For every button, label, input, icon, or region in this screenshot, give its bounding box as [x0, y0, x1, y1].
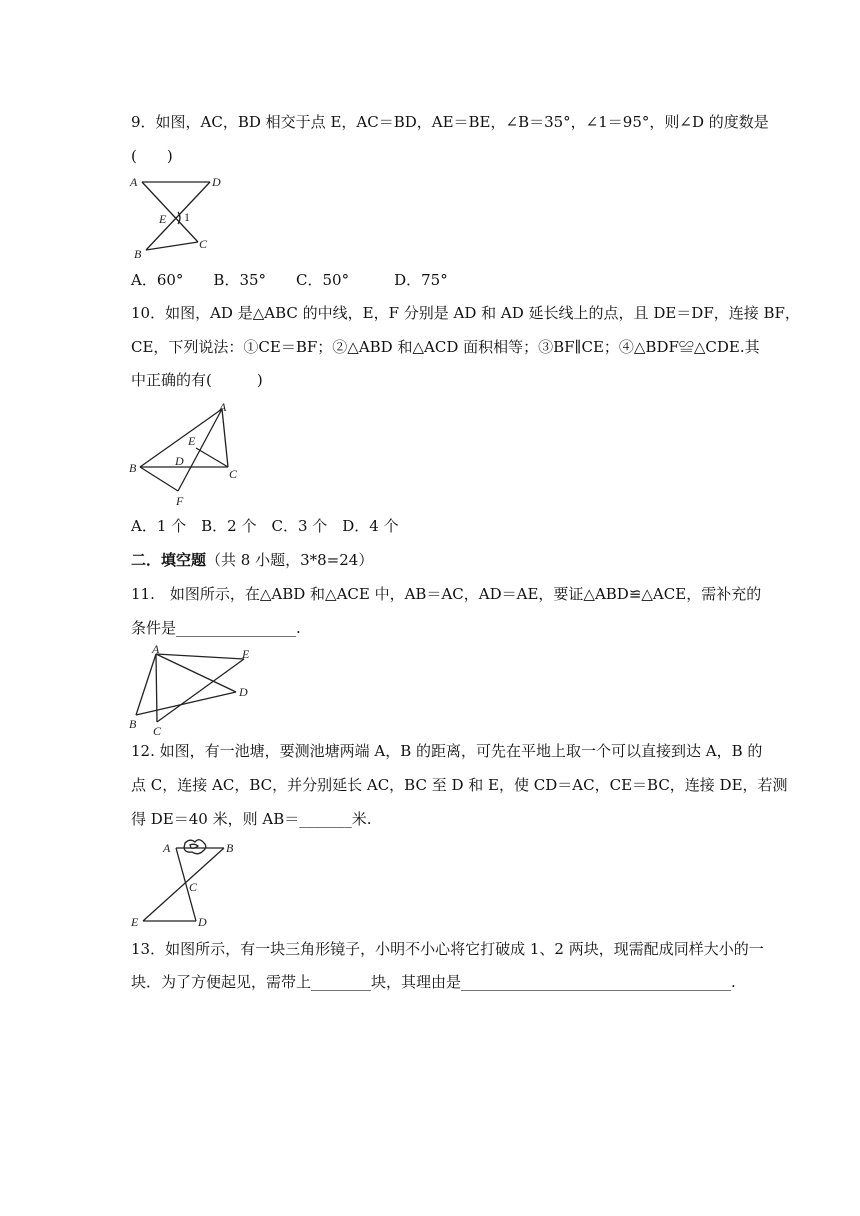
q10-stem-line3: 中正确的有( ) — [131, 371, 263, 389]
q9-label-b: B — [134, 247, 142, 261]
q10-label-b: B — [129, 461, 137, 475]
q11-segment-ac — [156, 654, 157, 722]
q10-segment-ec — [196, 448, 228, 467]
q13-stem-line2: 块．为了方便起见，需带上________块，其理由是____________________________________. — [131, 973, 736, 991]
q12-figure — [128, 836, 243, 928]
q11-figure — [126, 642, 261, 737]
q12-segment-be — [143, 848, 224, 921]
q12-stem-line3: 得 DE＝40 米，则 AB＝_______米. — [131, 810, 372, 828]
q12-label-d: D — [198, 915, 207, 929]
q12-stem-line2: 点 C，连接 AC，BC，并分别延长 AC，BC 至 D 和 E，使 CD＝AC，CE＝BC，连接 DE，若测 — [131, 776, 788, 794]
pond-shape — [184, 840, 206, 854]
q9-label-e: E — [159, 212, 167, 226]
q12-label-e: E — [131, 915, 139, 929]
q9-label-a: A — [130, 175, 138, 189]
q13-stem-line1: 13．如图所示，有一块三角形镜子，小明不小心将它打破成 1、2 两块，现需配成同样大小的一 — [131, 940, 764, 958]
q9-figure — [128, 172, 223, 260]
q11-label-c: C — [153, 724, 162, 738]
q10-label-a: A — [219, 400, 227, 414]
q12-label-c: C — [189, 880, 198, 894]
q10-stem-line1: 10．如图，AD 是△ABC 的中线，E，F 分别是 AD 和 AD 延长线上的点，且 DE＝DF，连接 BF， — [131, 304, 800, 322]
q11-segment-ce — [157, 659, 244, 722]
q11-label-d: D — [239, 685, 248, 699]
q11-stem-line2: 条件是________________. — [131, 619, 301, 637]
q9-stem-line1: 9．如图，AC，BD 相交于点 E，AC＝BD，AE＝BE，∠B＝35°，∠1＝95°，则∠D 的度数是 — [131, 113, 769, 131]
q10-stem-line2: CE，下列说法：①CE＝BF；②△ABD 和△ACD 面积相等；③BF∥CE；④△BDF≌△CDE.其 — [131, 338, 760, 356]
q11-label-b: B — [129, 717, 137, 731]
section-heading — [131, 550, 373, 570]
q10-segment-ac — [222, 409, 228, 467]
q10-label-e: E — [188, 434, 196, 448]
q10-options: A．1 个 B．2 个 C．3 个 D．4 个 — [131, 517, 399, 535]
q11-label-a: A — [152, 642, 160, 656]
q9-options: A．60° B．35° C．50° D．75° — [131, 271, 448, 289]
q9-segment-bc — [146, 242, 198, 250]
q11-label-e: E — [242, 647, 250, 661]
section-note: （共 8 小题，3*8=24） — [206, 551, 374, 569]
q10-figure — [126, 398, 246, 510]
q9-label-1: 1 — [184, 210, 190, 224]
q10-label-c: C — [229, 467, 238, 481]
q12-label-b: B — [226, 841, 234, 855]
q10-segment-bf — [140, 467, 178, 491]
q9-stem-line2: ( ) — [131, 147, 173, 165]
q11-segment-ab — [136, 654, 156, 715]
q9-label-c: C — [199, 237, 208, 251]
q10-label-f: F — [176, 494, 184, 508]
q11-stem-line1: 11. 如图所示，在△ABD 和△ACE 中，AB＝AC，AD＝AE，要证△ABD≌△ACE，需补充的 — [131, 585, 762, 603]
section-title: 二．填空题 — [131, 551, 207, 569]
q11-segment-bd — [136, 692, 236, 715]
q11-segment-ae — [156, 654, 244, 659]
pond-inner-shape — [190, 844, 198, 848]
q12-label-a: A — [163, 841, 171, 855]
q10-label-d: D — [175, 454, 184, 468]
q12-stem-line1: 12. 如图，有一池塘，要测池塘两端 A，B 的距离，可先在平地上取一个可以直接到达 A，B 的 — [131, 742, 763, 760]
q9-label-d: D — [212, 175, 221, 189]
q9-angle-arc — [178, 212, 180, 224]
